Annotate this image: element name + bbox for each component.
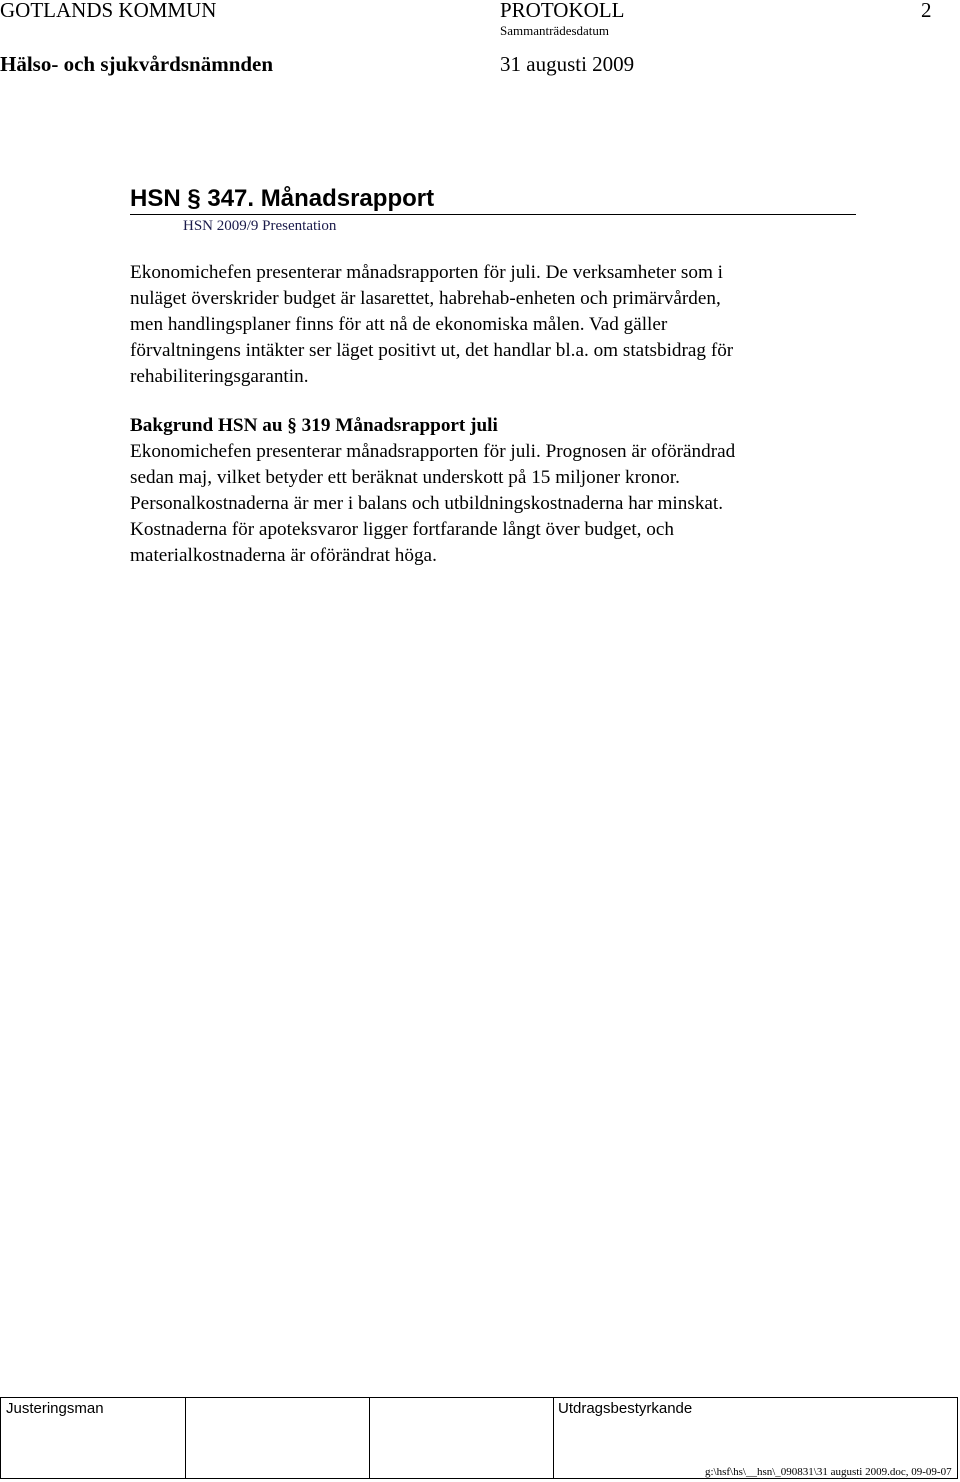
paragraph-line: förvaltningens intäkter ser läget positivt ut, det handlar bl.a. om statsbidrag för bbox=[130, 340, 734, 361]
paragraph-line: men handlingsplaner finns för att nå de ekonomiska målen. Vad gäller bbox=[130, 314, 668, 335]
page-number: 2 bbox=[921, 0, 932, 22]
paragraph-line: nuläget överskrider budget är lasarettet, habrehab-enheten och primärvården, bbox=[130, 288, 721, 309]
paragraph-line: Ekonomichefen presenterar månadsrapporten för juli. De verksamheter som i bbox=[130, 262, 723, 283]
signature-cell-divider bbox=[185, 1398, 186, 1478]
meeting-date-label: Sammanträdesdatum bbox=[500, 23, 610, 38]
file-path: g:\hsf\hs\__hsn\_090831\31 augusti 2009.doc, 09-09-07 bbox=[705, 1466, 952, 1478]
section-title: HSN § 347. Månadsrapport bbox=[130, 185, 435, 212]
paragraph-line: Ekonomichefen presenterar månadsrapporten för juli. Prognosen är oförändrad bbox=[130, 441, 736, 462]
paragraph-line: Personalkostnaderna är mer i balans och utbildningskostnaderna har minskat. bbox=[130, 493, 724, 514]
organization-name: GOTLANDS KOMMUN bbox=[0, 0, 217, 22]
meeting-date: 31 augusti 2009 bbox=[500, 52, 635, 76]
document-type: PROTOKOLL bbox=[500, 0, 625, 22]
signature-cell-divider bbox=[553, 1398, 554, 1478]
paragraph-background bbox=[130, 413, 870, 569]
signature-cell-divider bbox=[369, 1398, 370, 1478]
board-name: Hälso- och sjukvårdsnämnden bbox=[0, 52, 274, 76]
background-heading: Bakgrund HSN au § 319 Månadsrapport juli bbox=[130, 415, 498, 436]
paragraph-line: materialkostnaderna är oförändrat höga. bbox=[130, 545, 437, 566]
justering-label: Justeringsman bbox=[6, 1400, 104, 1417]
paragraph-line: Kostnaderna för apoteksvaror ligger fortfarande långt över budget, och bbox=[130, 519, 674, 540]
paragraph-presentation bbox=[130, 260, 870, 390]
paragraph-line: sedan maj, vilket betyder ett beräknat underskott på 15 miljoner kronor. bbox=[130, 467, 680, 488]
section-reference: HSN 2009/9 Presentation bbox=[183, 218, 337, 234]
utdrag-label: Utdragsbestyrkande bbox=[558, 1400, 693, 1417]
section-divider bbox=[130, 214, 856, 215]
paragraph-line: rehabiliteringsgarantin. bbox=[130, 366, 309, 387]
